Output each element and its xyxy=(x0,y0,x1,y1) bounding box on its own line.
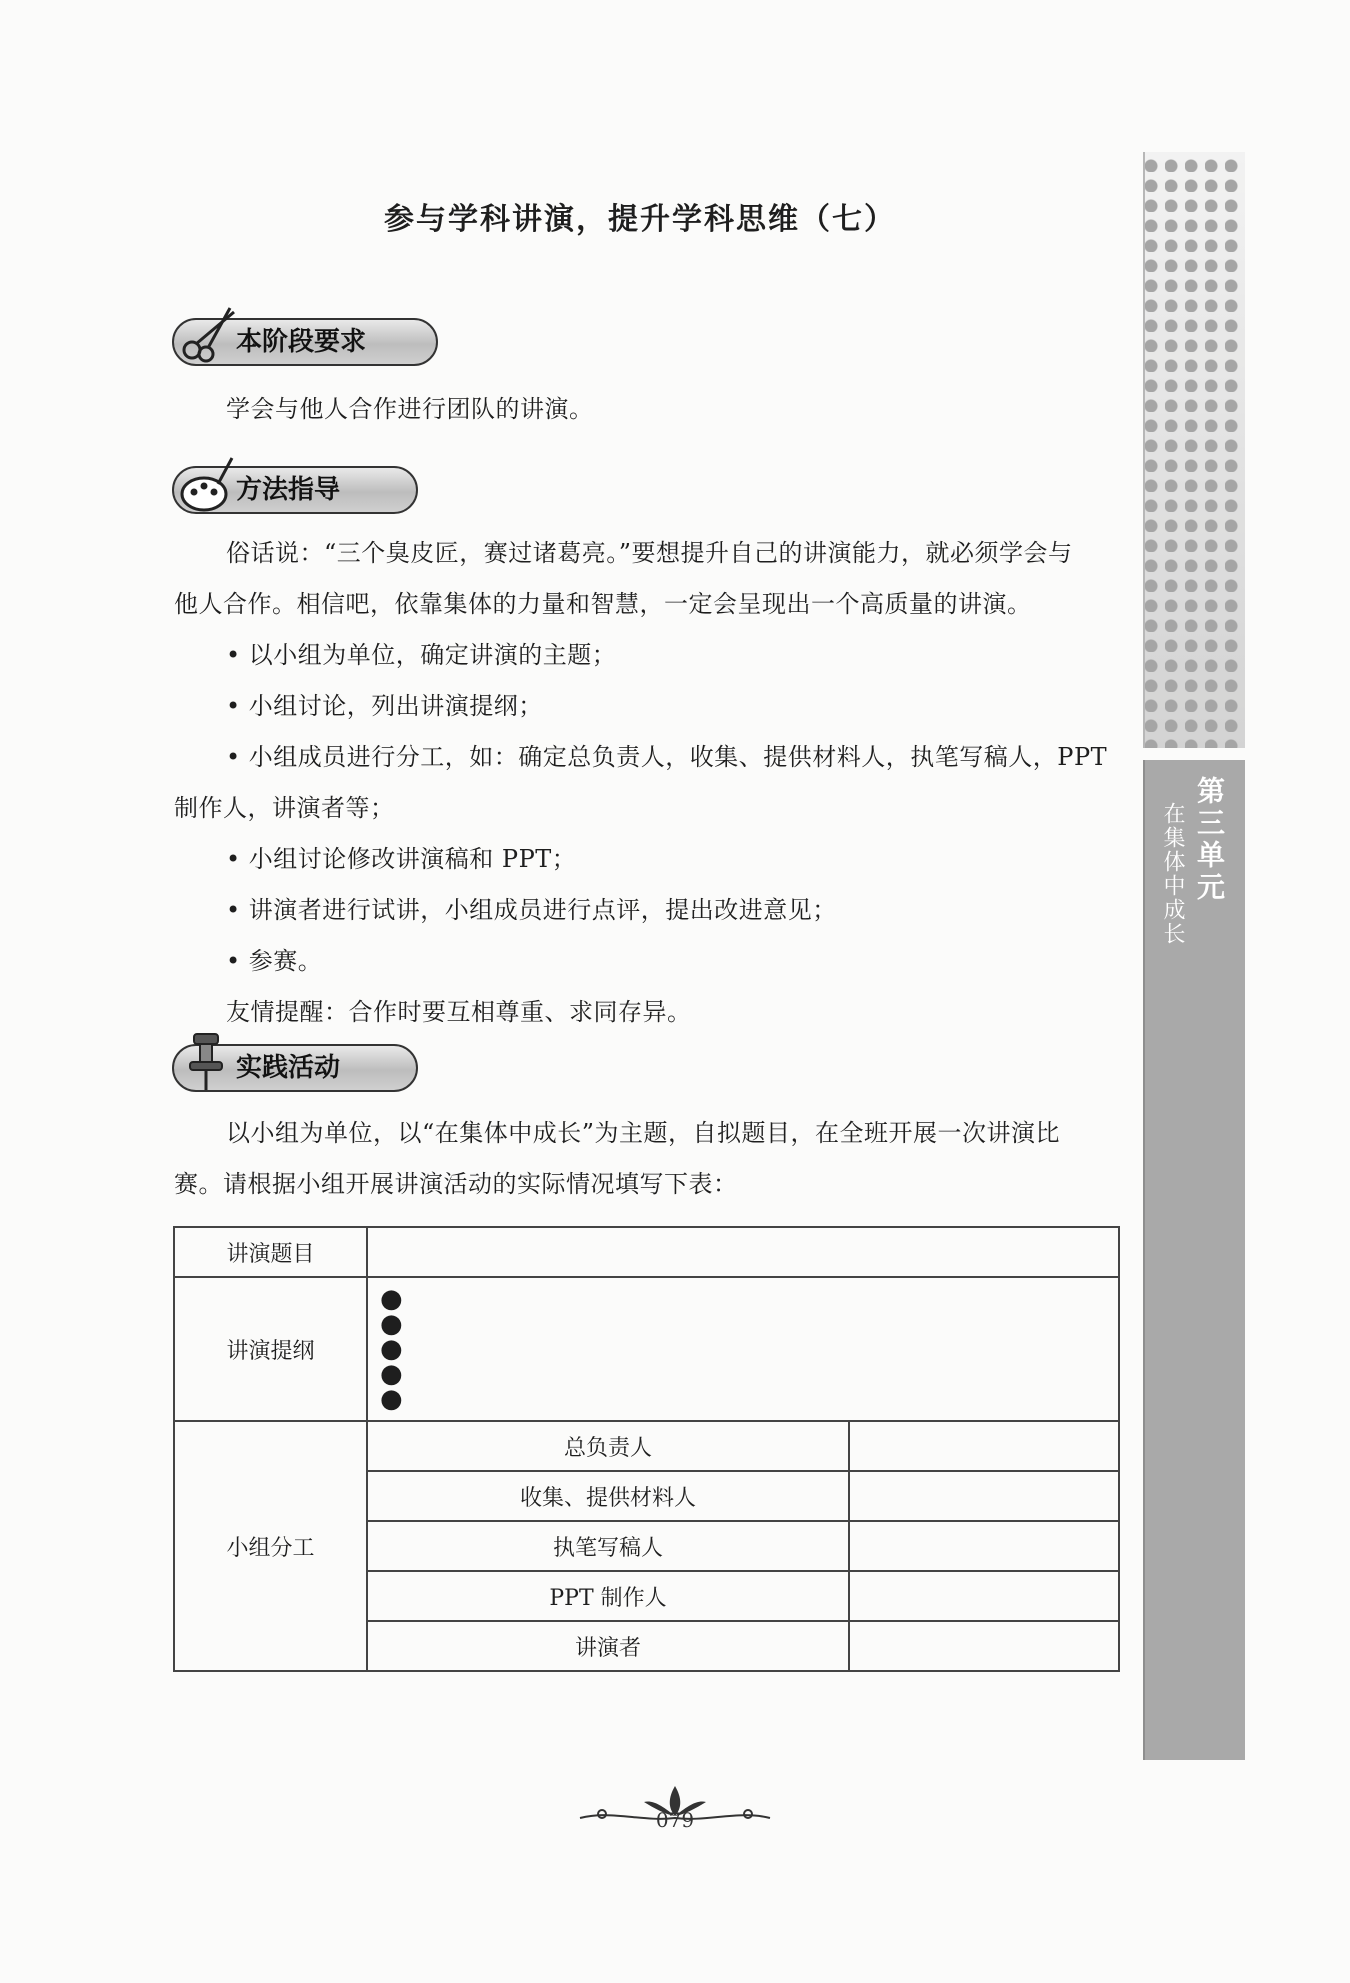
outline-bullet: ● xyxy=(380,1308,403,1339)
row-label-topic: 讲演题目 xyxy=(174,1227,367,1277)
role-input-cell[interactable] xyxy=(849,1521,1119,1571)
section-heading-text: 实践活动 xyxy=(236,1053,341,1083)
section-heading-practice xyxy=(172,1044,418,1092)
role-label: 执笔写稿人 xyxy=(367,1521,849,1571)
role-label: 收集、提供材料人 xyxy=(367,1471,849,1521)
page-number: 079 xyxy=(655,1808,695,1832)
table-row xyxy=(174,1277,1119,1421)
practice-line: 以小组为单位，以“在集体中成长”为主题，自拟题目，在全班开展一次讲演比 xyxy=(226,1119,1061,1147)
method-bullet-continued: 制作人，讲演者等； xyxy=(174,794,395,822)
side-unit-label: 第三单元 xyxy=(1193,776,1226,904)
method-tip: 友情提醒：合作时要互相尊重、求同存异。 xyxy=(226,998,692,1026)
pushpin-icon xyxy=(178,1032,238,1092)
method-bullet: • 小组讨论修改讲演稿和 PPT； xyxy=(226,834,1124,885)
topic-input-cell[interactable] xyxy=(367,1227,1119,1277)
role-input-cell[interactable] xyxy=(849,1621,1119,1671)
role-input-cell[interactable] xyxy=(849,1571,1119,1621)
palette-icon xyxy=(178,454,238,514)
table-row xyxy=(174,1227,1119,1277)
outline-bullet: ● xyxy=(380,1283,403,1314)
section-heading-text: 本阶段要求 xyxy=(236,327,367,357)
method-bullet: • 讲演者进行试讲，小组成员进行点评，提出改进意见； xyxy=(226,885,1124,936)
outline-bullet: ● xyxy=(380,1383,403,1414)
method-body xyxy=(174,528,1124,1038)
page-title: 参与学科讲演，提升学科思维（七） xyxy=(384,202,896,237)
method-bullet: • 小组成员进行分工，如：确定总负责人，收集、提供材料人，执笔写稿人，PPT xyxy=(226,732,1124,783)
method-bullet: • 小组讨论，列出讲演提纲； xyxy=(226,681,1124,732)
section-heading-text: 方法指导 xyxy=(236,475,341,505)
requirement-text: 学会与他人合作进行团队的讲演。 xyxy=(226,395,594,423)
section-heading-method xyxy=(172,466,418,514)
outline-bullet: ● xyxy=(380,1358,403,1389)
side-band-pattern xyxy=(1143,152,1245,748)
table-row xyxy=(174,1421,1119,1471)
section-heading-requirement xyxy=(172,318,438,366)
method-intro-line: 他人合作。相信吧，依靠集体的力量和智慧，一定会呈现出一个高质量的讲演。 xyxy=(174,590,1032,618)
method-bullet: • 参赛。 xyxy=(226,936,1124,987)
outline-bullet: ● xyxy=(380,1333,403,1364)
side-topic-label: 在集体中成长 xyxy=(1160,802,1185,946)
role-label: PPT 制作人 xyxy=(367,1571,849,1621)
scissors-icon xyxy=(178,306,238,366)
role-input-cell[interactable] xyxy=(849,1421,1119,1471)
practice-body xyxy=(174,1108,1124,1210)
activity-table xyxy=(173,1226,1120,1672)
practice-line: 赛。请根据小组开展讲演活动的实际情况填写下表： xyxy=(174,1170,738,1198)
row-label-division: 小组分工 xyxy=(174,1421,367,1671)
role-label: 讲演者 xyxy=(367,1621,849,1671)
outline-input-cell[interactable] xyxy=(367,1277,1119,1421)
role-input-cell[interactable] xyxy=(849,1471,1119,1521)
method-bullet: • 以小组为单位，确定讲演的主题； xyxy=(226,630,1124,681)
role-label: 总负责人 xyxy=(367,1421,849,1471)
row-label-outline: 讲演提纲 xyxy=(174,1277,367,1421)
method-intro-line: 俗话说：“三个臭皮匠，赛过诸葛亮。”要想提升自己的讲演能力，就必须学会与 xyxy=(226,539,1073,567)
